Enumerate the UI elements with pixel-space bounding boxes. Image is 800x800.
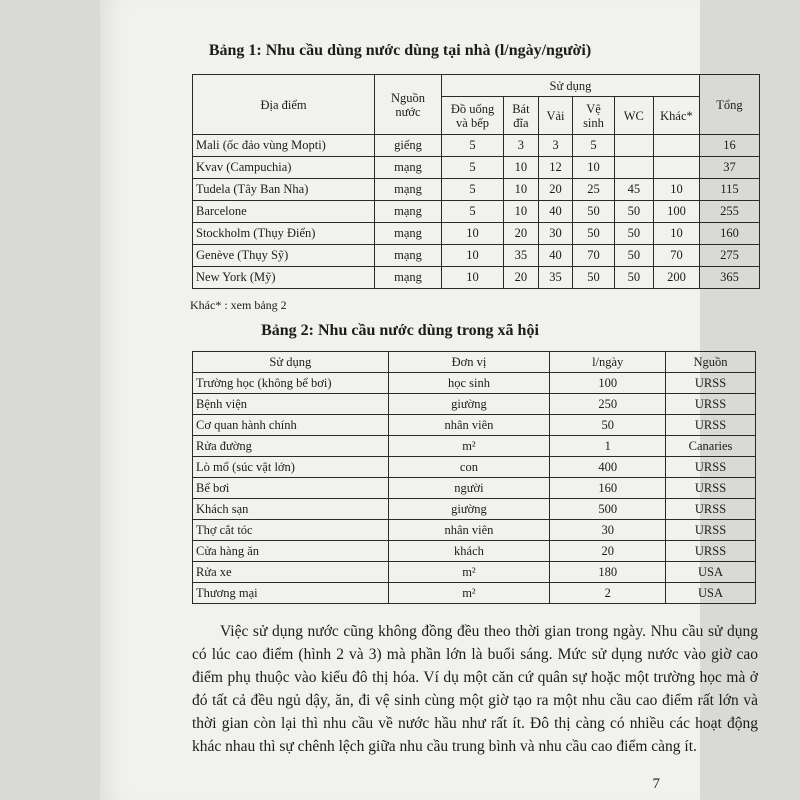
cell-total: 275	[700, 245, 760, 267]
cell-source: mạng	[375, 245, 442, 267]
cell-total: 37	[700, 157, 760, 179]
cell-use: Rửa đường	[193, 436, 389, 457]
cell-source: URSS	[666, 541, 756, 562]
table2	[192, 351, 756, 604]
cell-wc: 45	[614, 179, 653, 201]
cell-unit: giường	[388, 499, 550, 520]
table-row	[193, 179, 760, 201]
table-row	[193, 499, 756, 520]
cell-dishes: 35	[504, 245, 539, 267]
cell-unit: con	[388, 457, 550, 478]
header-cloth: Vải	[538, 97, 573, 135]
cell-source: URSS	[666, 520, 756, 541]
cell-use: Thợ cắt tóc	[193, 520, 389, 541]
cell-dishes: 20	[504, 223, 539, 245]
cell-cloth: 30	[538, 223, 573, 245]
cell-hygiene: 50	[573, 201, 614, 223]
cell-rate: 2	[550, 583, 666, 604]
cell-dishes: 10	[504, 157, 539, 179]
table-row	[193, 478, 756, 499]
table-row	[193, 245, 760, 267]
table-row	[193, 135, 760, 157]
table-row	[193, 201, 760, 223]
cell-location: Kvav (Campuchia)	[193, 157, 375, 179]
cell-drink: 5	[441, 179, 503, 201]
cell-use: Bệnh viện	[193, 394, 389, 415]
cell-dishes: 20	[504, 267, 539, 289]
body-paragraph	[192, 620, 758, 758]
cell-unit: giường	[388, 394, 550, 415]
table-row	[193, 436, 756, 457]
table-row	[193, 562, 756, 583]
cell-use: Lò mổ (súc vật lớn)	[193, 457, 389, 478]
cell-other: 70	[653, 245, 699, 267]
paragraph-text: Việc sử dụng nước cũng không đồng đều theo thời gian trong ngày. Nhu cầu sử dụng có lúc cao điểm (hình 2 và 3) mà phần lớn là buổi sáng. Mức sử dụng nước vào giờ cao điểm phụ thuộc vào kiểu đô thị hóa. Ví dụ một căn cứ quân sự hoặc một trường học mà ở đó tất cả đều ngủ dậy, ăn, đi vệ sinh cùng một giờ tạo ra một nhu cầu cao điểm rất lớn và thời gian còn lại thì nhu cầu về nước hầu như rất ít. Đô thị càng có nhiều các hoạt động khác nhau thì sự chênh lệch giữa nhu cầu trung bình và nhu cầu cao điểm càng ít.	[192, 623, 758, 755]
cell-rate: 250	[550, 394, 666, 415]
cell-wc: 50	[614, 201, 653, 223]
table1-title: Bảng 1: Nhu cầu dùng nước dùng tại nhà (l/ngày/người)	[208, 42, 592, 59]
cell-dishes: 3	[504, 135, 539, 157]
cell-drink: 10	[441, 223, 503, 245]
header-source: Nguồn nước	[375, 75, 442, 135]
cell-rate: 100	[550, 373, 666, 394]
cell-rate: 1	[550, 436, 666, 457]
table-row	[193, 583, 756, 604]
cell-unit: khách	[388, 541, 550, 562]
cell-wc: 50	[614, 245, 653, 267]
cell-rate: 50	[550, 415, 666, 436]
cell-location: Mali (ốc đảo vùng Mopti)	[193, 135, 375, 157]
cell-other	[653, 157, 699, 179]
cell-unit: người	[388, 478, 550, 499]
cell-use: Cơ quan hành chính	[193, 415, 389, 436]
cell-rate: 400	[550, 457, 666, 478]
header-unit: Đơn vị	[388, 352, 550, 373]
header-drink: Đồ uống và bếp	[441, 97, 503, 135]
cell-source: mạng	[375, 201, 442, 223]
header-source2: Nguồn	[666, 352, 756, 373]
cell-use: Rửa xe	[193, 562, 389, 583]
cell-source: mạng	[375, 267, 442, 289]
cell-source: URSS	[666, 373, 756, 394]
cell-source: URSS	[666, 415, 756, 436]
page-number: 7	[652, 776, 660, 792]
cell-use: Bể bơi	[193, 478, 389, 499]
cell-use: Khách sạn	[193, 499, 389, 520]
cell-source: USA	[666, 562, 756, 583]
table-row	[193, 394, 756, 415]
cell-use: Cửa hàng ăn	[193, 541, 389, 562]
cell-use: Trường học (không bể bơi)	[193, 373, 389, 394]
cell-hygiene: 50	[573, 223, 614, 245]
cell-dishes: 10	[504, 179, 539, 201]
table1	[192, 74, 760, 289]
cell-hygiene: 70	[573, 245, 614, 267]
cell-location: Genève (Thụy Sỹ)	[193, 245, 375, 267]
cell-other: 200	[653, 267, 699, 289]
cell-unit: nhân viên	[388, 415, 550, 436]
header-total: Tổng	[700, 75, 760, 135]
cell-hygiene: 5	[573, 135, 614, 157]
cell-source: Canaries	[666, 436, 756, 457]
header-dishes: Bát đĩa	[504, 97, 539, 135]
cell-dishes: 10	[504, 201, 539, 223]
cell-location: Tudela (Tây Ban Nha)	[193, 179, 375, 201]
cell-source: mạng	[375, 157, 442, 179]
header-location: Địa điểm	[193, 75, 375, 135]
cell-source: giếng	[375, 135, 442, 157]
cell-cloth: 20	[538, 179, 573, 201]
cell-hygiene: 10	[573, 157, 614, 179]
cell-use: Thương mại	[193, 583, 389, 604]
cell-unit: m²	[388, 562, 550, 583]
cell-location: Stockholm (Thụy Điển)	[193, 223, 375, 245]
cell-hygiene: 50	[573, 267, 614, 289]
cell-rate: 500	[550, 499, 666, 520]
cell-unit: học sinh	[388, 373, 550, 394]
cell-drink: 10	[441, 245, 503, 267]
header-wc: WC	[614, 97, 653, 135]
cell-wc: 50	[614, 267, 653, 289]
cell-location: New York (Mỹ)	[193, 267, 375, 289]
header-other: Khác*	[653, 97, 699, 135]
cell-other: 100	[653, 201, 699, 223]
cell-source: USA	[666, 583, 756, 604]
cell-cloth: 40	[538, 245, 573, 267]
cell-rate: 30	[550, 520, 666, 541]
table-row	[193, 415, 756, 436]
header-usage: Sử dụng	[441, 75, 699, 97]
cell-cloth: 12	[538, 157, 573, 179]
cell-unit: nhân viên	[388, 520, 550, 541]
cell-location: Barcelone	[193, 201, 375, 223]
cell-unit: m²	[388, 436, 550, 457]
cell-rate: 180	[550, 562, 666, 583]
cell-wc	[614, 157, 653, 179]
cell-other: 10	[653, 223, 699, 245]
cell-source: URSS	[666, 394, 756, 415]
cell-wc: 50	[614, 223, 653, 245]
table2-title: Bảng 2: Nhu cầu nước dùng trong xã hội	[261, 322, 539, 339]
table-row	[193, 520, 756, 541]
cell-source: URSS	[666, 478, 756, 499]
cell-source: URSS	[666, 457, 756, 478]
cell-other: 10	[653, 179, 699, 201]
cell-hygiene: 25	[573, 179, 614, 201]
cell-unit: m²	[388, 583, 550, 604]
cell-rate: 160	[550, 478, 666, 499]
cell-total: 365	[700, 267, 760, 289]
cell-other	[653, 135, 699, 157]
cell-total: 160	[700, 223, 760, 245]
cell-drink: 5	[441, 201, 503, 223]
header-rate: l/ngày	[550, 352, 666, 373]
cell-drink: 10	[441, 267, 503, 289]
table-row	[193, 457, 756, 478]
header-use: Sử dụng	[193, 352, 389, 373]
table2-body	[193, 373, 756, 604]
cell-wc	[614, 135, 653, 157]
cell-source: mạng	[375, 179, 442, 201]
header-hygiene: Vệ sinh	[573, 97, 614, 135]
cell-cloth: 35	[538, 267, 573, 289]
cell-drink: 5	[441, 135, 503, 157]
cell-rate: 20	[550, 541, 666, 562]
cell-total: 115	[700, 179, 760, 201]
book-page	[100, 0, 758, 800]
cell-cloth: 3	[538, 135, 573, 157]
table-row	[193, 157, 760, 179]
table-row	[193, 267, 760, 289]
cell-drink: 5	[441, 157, 503, 179]
table-row	[193, 223, 760, 245]
cell-source: mạng	[375, 223, 442, 245]
cell-source: URSS	[666, 499, 756, 520]
cell-total: 255	[700, 201, 760, 223]
table-row	[193, 541, 756, 562]
cell-total: 16	[700, 135, 760, 157]
table1-note: Khác* : xem bảng 2	[190, 298, 287, 312]
cell-cloth: 40	[538, 201, 573, 223]
table-row	[193, 373, 756, 394]
table1-body	[193, 135, 760, 289]
